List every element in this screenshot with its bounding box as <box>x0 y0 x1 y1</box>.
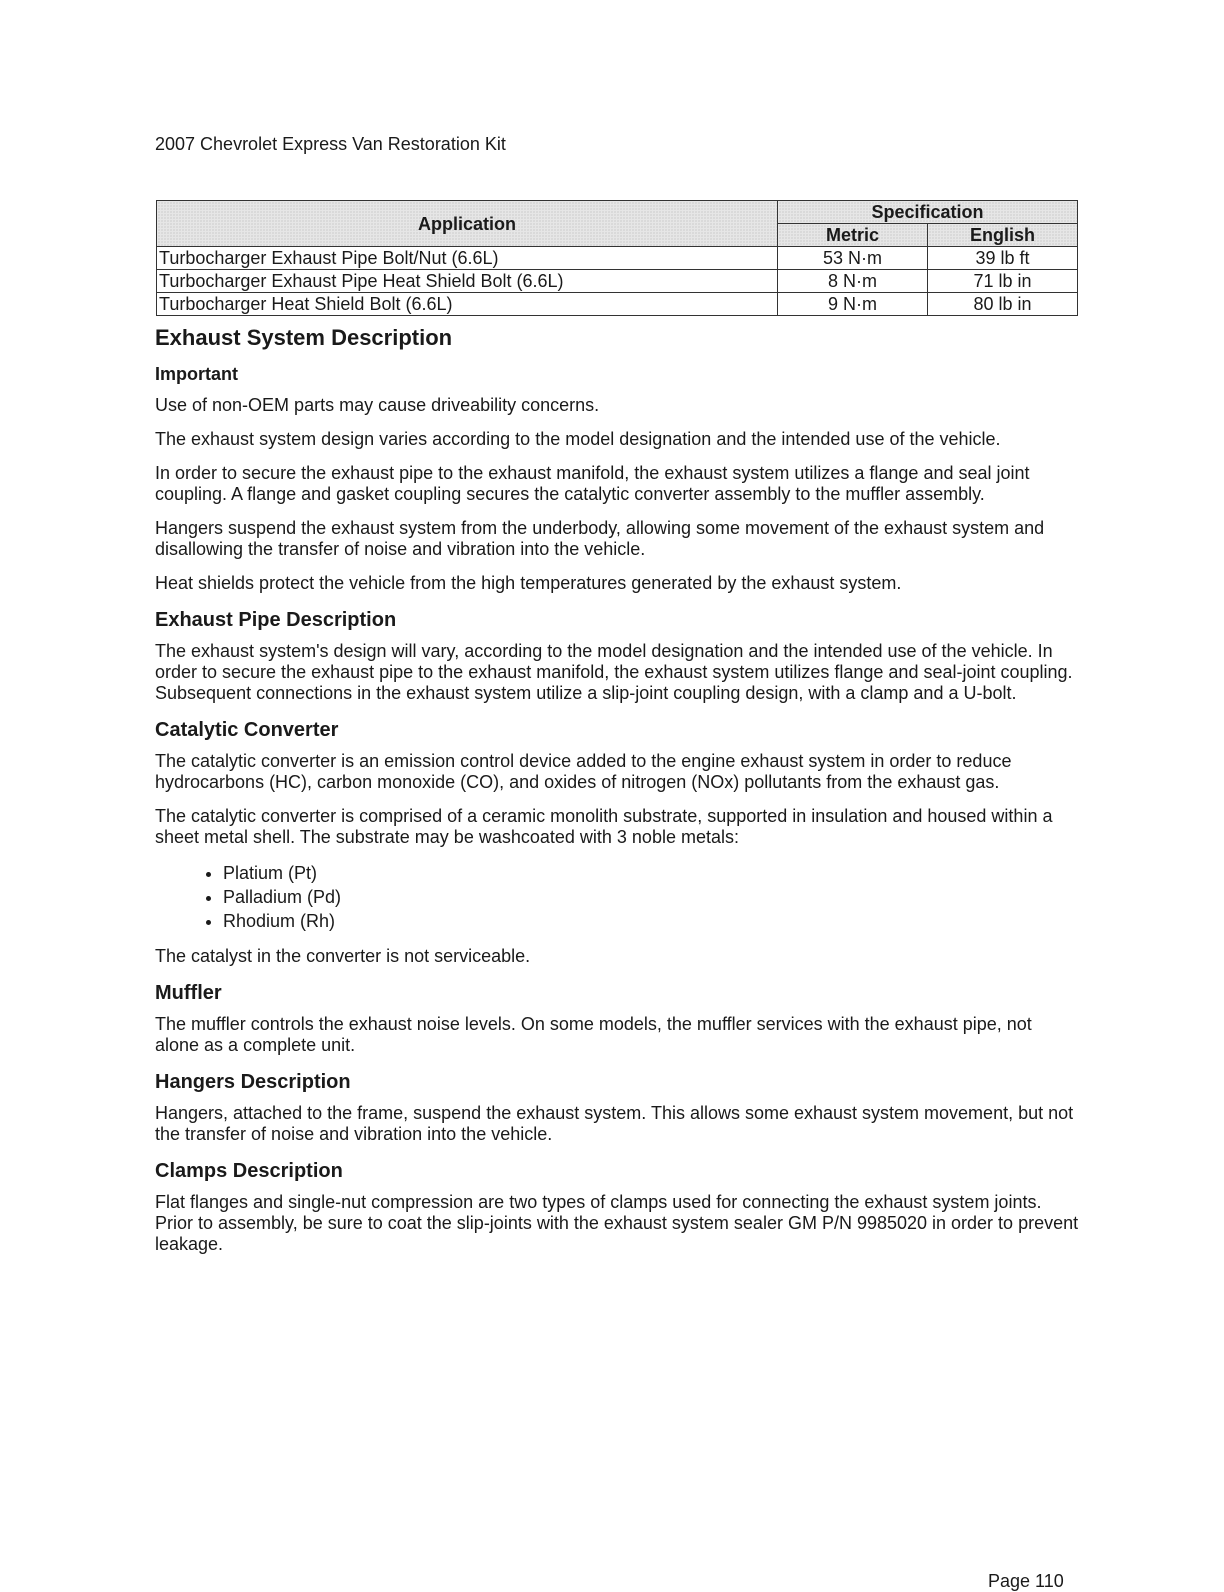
exhaust-pipe-heading: Exhaust Pipe Description <box>155 609 397 631</box>
page-number: Page 110 <box>988 1571 1064 1591</box>
list-item: • Palladium (Pd) <box>223 885 1080 909</box>
metric-cell: 9 N·m <box>778 293 928 316</box>
application-header: Application <box>157 201 778 247</box>
application-cell: Turbocharger Exhaust Pipe Heat Shield Bolt (6.6L) <box>157 270 778 293</box>
metric-cell: 8 N·m <box>778 270 928 293</box>
table-row <box>157 270 1078 293</box>
paragraph: The catalyst in the converter is not serviceable. <box>155 946 531 966</box>
paragraph: The exhaust system's design will vary, according to the model designation and the intended use of the vehicle. In order to secure the exhaust pipe to the exhaust manifold, the exhaust system utilizes flange and seal-joint coupling. Subsequent connections in the exhaust system utilize a slip-joint coupling design, with a clamp and a U-bolt. <box>155 641 1073 703</box>
paragraph: Heat shields protect the vehicle from the high temperatures generated by the exhaust system. <box>155 573 902 593</box>
muffler-heading: Muffler <box>155 982 222 1004</box>
paragraph: Hangers suspend the exhaust system from the underbody, allowing some movement of the exhaust system and disallowing the transfer of noise and vibration into the vehicle. <box>155 518 1045 559</box>
paragraph: The catalytic converter is an emission control device added to the engine exhaust system in order to reduce hydrocarbons (HC), carbon monoxide (CO), and oxides of nitrogen (NOx) pollutants from the exhaust gas. <box>155 751 1012 792</box>
important-label: Important <box>155 364 238 384</box>
english-cell: 39 lb ft <box>928 247 1078 270</box>
paragraph: The catalytic converter is comprised of a ceramic monolith substrate, supported in insulation and housed within a sheet metal shell. The substrate may be washcoated with 3 noble metals: <box>155 806 1053 847</box>
metric-header: Metric <box>778 224 928 247</box>
document-header: 2007 Chevrolet Express Van Restoration Kit <box>155 134 506 154</box>
list-item: • Platium (Pt) <box>223 861 1080 885</box>
english-header: English <box>928 224 1078 247</box>
table-row <box>157 247 1078 270</box>
exhaust-system-heading: Exhaust System Description <box>155 325 453 350</box>
catalytic-converter-heading: Catalytic Converter <box>155 719 339 741</box>
metric-cell: 53 N·m <box>778 247 928 270</box>
application-cell: Turbocharger Heat Shield Bolt (6.6L) <box>157 293 778 316</box>
paragraph: Use of non-OEM parts may cause driveability concerns. <box>155 395 600 415</box>
paragraph: The muffler controls the exhaust noise levels. On some models, the muffler services with the exhaust pipe, not alone as a complete unit. <box>155 1014 1032 1055</box>
specification-header: Specification <box>778 201 1078 224</box>
clamps-heading: Clamps Description <box>155 1160 343 1182</box>
document-body <box>155 323 1080 1268</box>
noble-metals-list <box>155 861 1080 933</box>
paragraph: In order to secure the exhaust pipe to the exhaust manifold, the exhaust system utilizes a flange and seal joint coupling. A flange and gasket coupling secures the catalytic converter assembly to the muffler assembly. <box>155 463 1030 504</box>
list-item: • Rhodium (Rh) <box>223 909 1080 933</box>
english-cell: 71 lb in <box>928 270 1078 293</box>
paragraph: The exhaust system design varies according to the model designation and the intended use of the vehicle. <box>155 429 1001 449</box>
paragraph: Flat flanges and single-nut compression are two types of clamps used for connecting the exhaust system joints. Prior to assembly, be sure to coat the slip-joints with the exhaust system sealer GM P/N 9985020 in order to prevent leakage. <box>155 1192 1079 1254</box>
table-row <box>157 293 1078 316</box>
paragraph: Hangers, attached to the frame, suspend the exhaust system. This allows some exhaust system movement, but not the transfer of noise and vibration into the vehicle. <box>155 1103 1074 1144</box>
torque-spec-table <box>156 200 1078 316</box>
english-cell: 80 lb in <box>928 293 1078 316</box>
hangers-heading: Hangers Description <box>155 1071 351 1093</box>
application-cell: Turbocharger Exhaust Pipe Bolt/Nut (6.6L) <box>157 247 778 270</box>
